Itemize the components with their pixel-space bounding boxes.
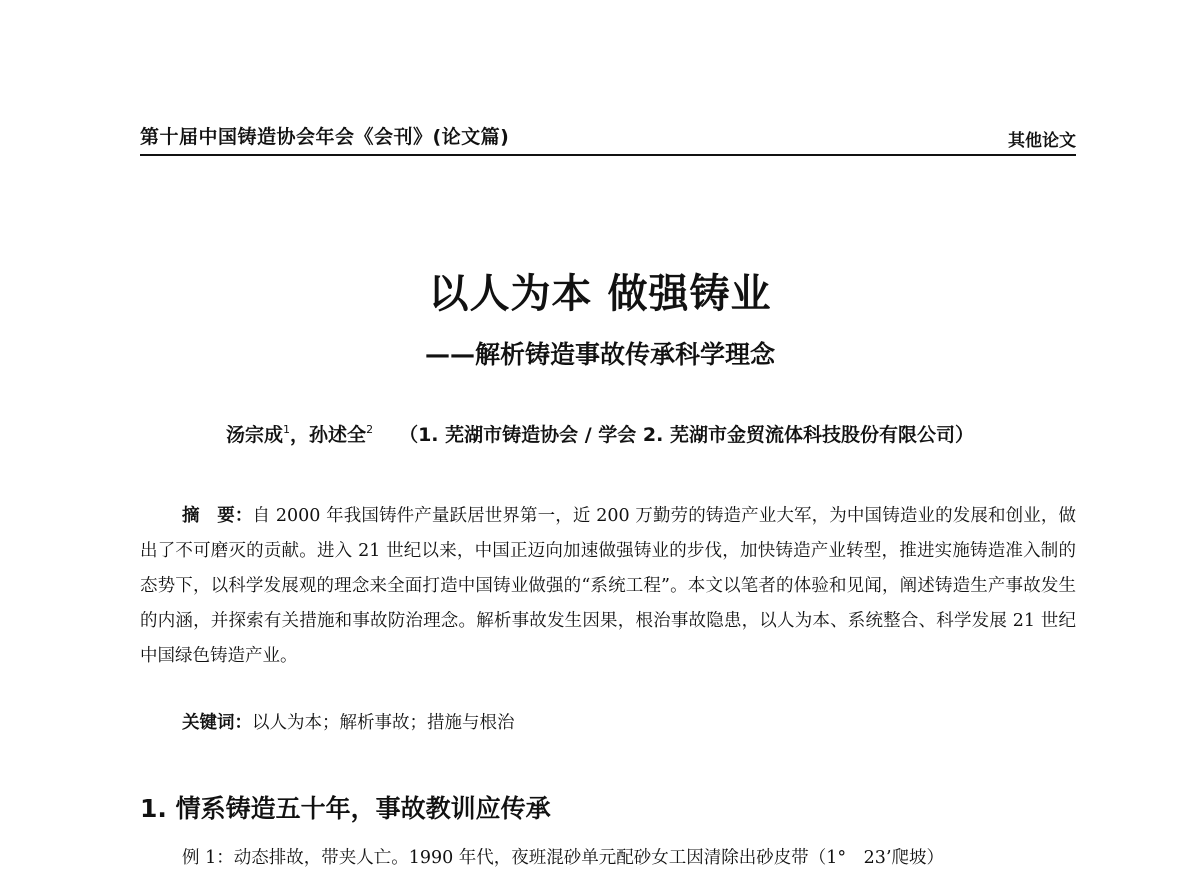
journal-title: 第十届中国铸造协会年会《会刊》(论文篇)	[140, 126, 510, 148]
running-header	[140, 118, 1076, 156]
author-1: 汤宗成	[226, 424, 284, 446]
author-line	[0, 420, 1200, 447]
affiliations: （1. 芜湖市铸造协会 / 学会 2. 芜湖市金贸流体科技股份有限公司）	[399, 424, 974, 446]
keywords	[182, 709, 515, 734]
author-2-affil-mark: 2	[366, 423, 374, 436]
abstract	[140, 499, 1076, 674]
keywords-label: 关键词：	[182, 713, 252, 733]
author-1-affil-mark: 1	[283, 423, 291, 436]
section-label: 其他论文	[1008, 131, 1076, 151]
keywords-text: 以人为本；解析事故；措施与根治	[252, 713, 515, 733]
paper-subtitle: ——解析铸造事故传承科学理念	[424, 340, 775, 369]
paper-title: 以人为本 做强铸业	[428, 271, 772, 317]
abstract-text: 自 2000 年我国铸件产量跃居世界第一，近 200 万勤劳的铸造产业大军，为中国铸造业的发展和创业，做出了不可磨灭的贡献。进入 21 世纪以来，中国正迈向加速做强铸业的步伐，加快铸造产业转型，推进实施铸造准入制的态势下，以科学发展观的理念来全面打造中国铸业做强的“系统工程”。本文以笔者的体验和见闻，阐述铸造生产事故发生的内涵，并探索有关措施和事故防治理念。解析事故发生因果，根治事故隐患，以人为本、系统整合、科学发展 21 世纪中国绿色铸造产业。	[140, 506, 1077, 666]
author-separator: ，	[290, 424, 310, 446]
author-2: 孙述全	[309, 424, 367, 446]
abstract-label: 摘 要：	[182, 506, 253, 526]
section-heading: 1. 情系铸造五十年，事故教训应传承	[140, 794, 551, 823]
body-paragraph: 例 1：动态排故，带夹人亡。1990 年代，夜班混砂单元配砂女工因清除出砂皮带（1° 23’爬坡）	[182, 848, 945, 868]
